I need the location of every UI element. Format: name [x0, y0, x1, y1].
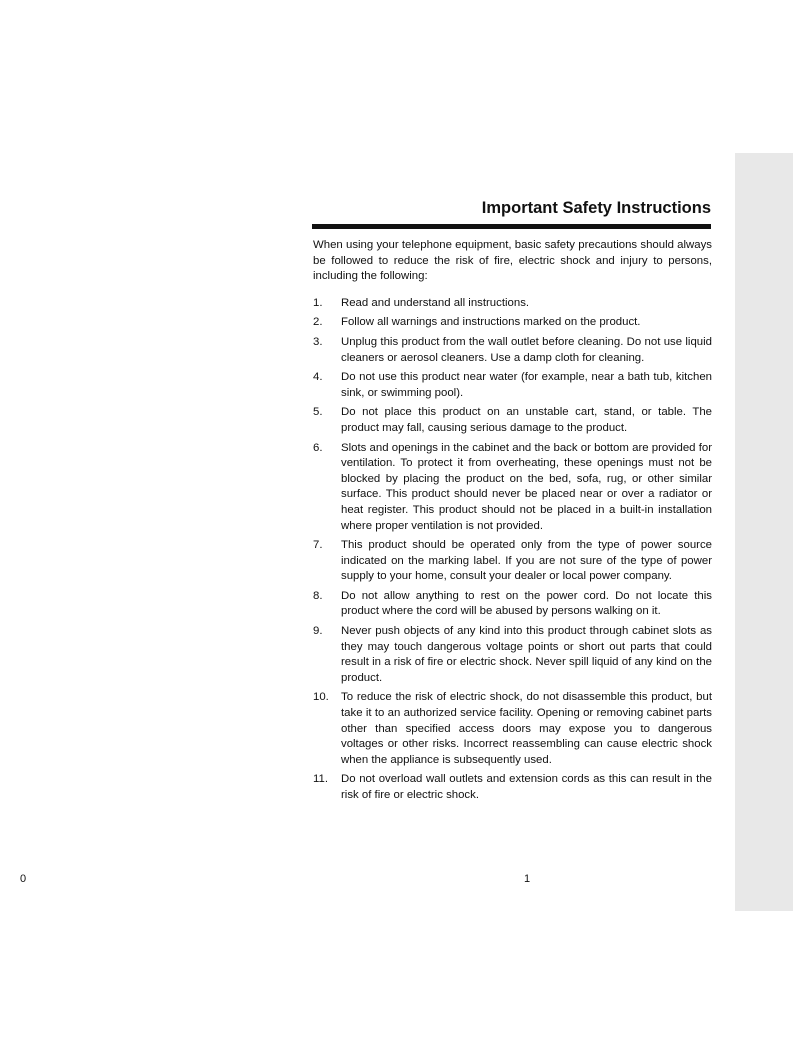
list-item: [313, 315, 712, 331]
item-number: 4.: [313, 371, 323, 384]
item-text: Unplug this product from the wall outlet before cleaning. Do not use liquid cleaners or aerosol cleaners. Use a damp cloth for cleaning.: [341, 335, 712, 364]
list-item: [313, 405, 712, 436]
list-item: [313, 624, 712, 686]
list-item: [313, 589, 712, 620]
list-item: [313, 538, 712, 585]
item-number: 10.: [313, 691, 329, 704]
item-text: Do not use this product near water (for example, near a bath tub, kitchen sink, or swimming pool).: [341, 371, 712, 399]
list-item: [313, 772, 712, 803]
item-text: Do not allow anything to rest on the power cord. Do not locate this product where the cord will be abused by persons walking on it.: [341, 589, 712, 618]
intro-paragraph: When using your telephone equipment, basic safety precautions should always be followed to reduce the risk of fire, electric shock and injury to persons, including the following:: [313, 239, 712, 283]
instructions-list: [313, 296, 712, 804]
item-text: Read and understand all instructions.: [341, 296, 530, 309]
instructions-body: [313, 238, 712, 808]
title-rule: [312, 224, 711, 229]
item-number: 11.: [313, 773, 328, 786]
item-text: Do not place this product on an unstable cart, stand, or table. The product may fall, causing serious damage to the product.: [341, 406, 712, 434]
item-number: 5.: [313, 406, 323, 419]
list-item: [313, 370, 712, 401]
item-number: 1.: [313, 296, 323, 309]
item-text: Follow all warnings and instructions marked on the product.: [341, 316, 641, 329]
item-number: 6.: [313, 441, 323, 454]
item-text: Never push objects of any kind into this product through cabinet slots as they may touch dangerous voltage points or short out parts that could result in a risk of fire or electric shock. Never spill liquid of any kind on the product.: [341, 625, 712, 684]
item-text: To reduce the risk of electric shock, do not disassemble this product, but take it to an authorized service facility. Opening or removing cabinet parts other than specified access doors may expose you to dangerous voltages or other risks. Incorrect reassembling can cause electric shock when the appliance is subsequently used.: [341, 691, 712, 766]
list-item: [313, 441, 712, 535]
list-item: [313, 690, 712, 768]
item-text: Do not overload wall outlets and extension cords as this can result in the risk of fire or electric shock.: [341, 773, 712, 801]
item-number: 8.: [313, 589, 323, 602]
item-number: 9.: [313, 625, 323, 638]
item-text: This product should be operated only from the type of power source indicated on the marking label. If you are not sure of the type of power supply to your home, consult your dealer or local power company.: [341, 539, 712, 583]
page-number-right: 1: [524, 873, 531, 885]
item-number: 2.: [313, 316, 323, 329]
list-item: [313, 335, 712, 366]
item-number: 3.: [313, 335, 323, 348]
page-title: Important Safety Instructions: [481, 199, 711, 217]
item-text: Slots and openings in the cabinet and the back or bottom are provided for ventilation. To protect it from overheating, these openings must not be blocked by placing the product on the bed, sofa, rug, or other similar surface. This product should never be placed near or over a radiator or heat register. This product should not be placed in a built-in installation where proper ventilation is not provided.: [341, 441, 712, 532]
side-tab-bar: [735, 153, 793, 911]
item-number: 7.: [313, 539, 323, 552]
list-item: [313, 296, 712, 312]
page-number-left: 0: [20, 873, 27, 885]
